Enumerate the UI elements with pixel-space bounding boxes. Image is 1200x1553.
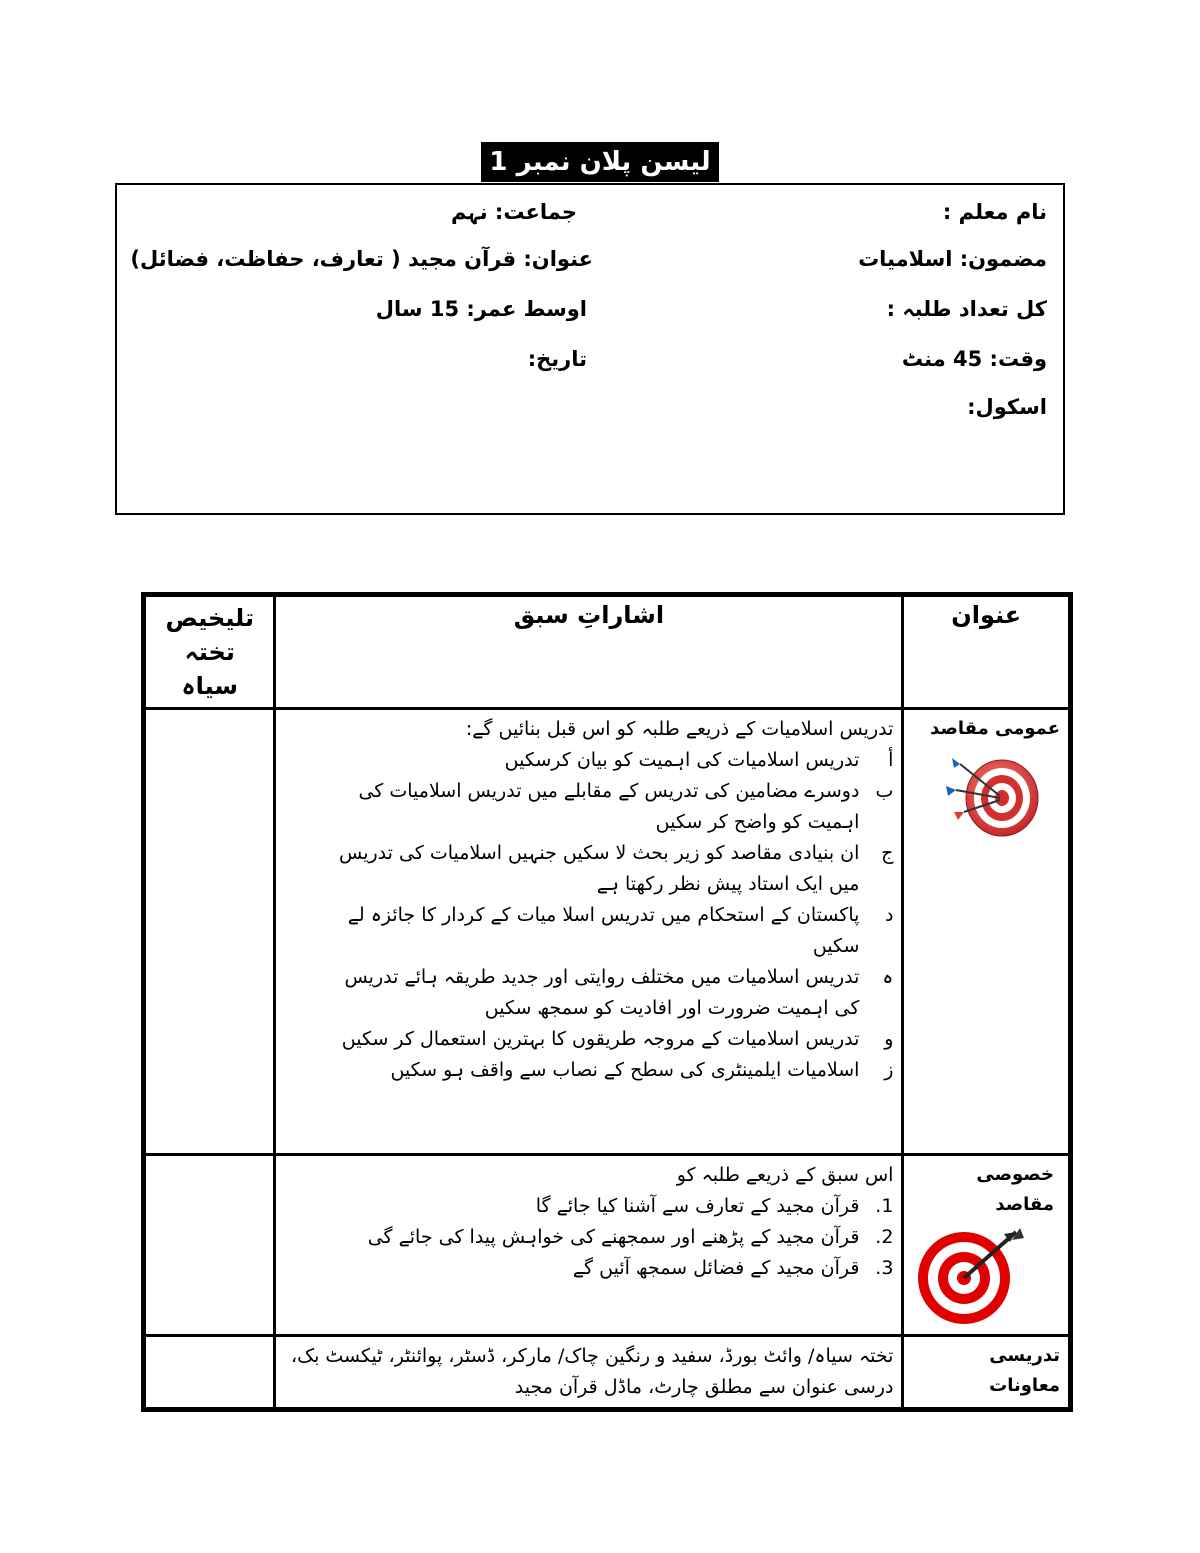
date-field: تاریخ: — [527, 347, 587, 371]
list-marker: 3. — [875, 1257, 894, 1279]
specific-objectives-row — [144, 1155, 1071, 1336]
list-item — [284, 776, 893, 838]
header-title: عنوان — [903, 595, 1071, 709]
list-marker: ہ — [882, 966, 894, 988]
list-text: پاکستان کے استحکام میں تدریس اسلا میات کے کردار کا جائزہ لے سکیں — [347, 904, 860, 957]
list-marker: د — [884, 904, 894, 926]
list-marker: 2. — [875, 1226, 894, 1248]
list-item — [284, 1253, 893, 1284]
list-item — [284, 1024, 893, 1055]
list-marker: 1. — [875, 1195, 894, 1217]
list-marker: ز — [884, 1059, 894, 1081]
header-blackboard-summary: تلیخیص تختہ سیاہ — [144, 595, 275, 709]
teaching-aids-title: تدریسی معاونات — [989, 1345, 1060, 1396]
specific-objectives-intro: اس سبق کے ذریعے طلبہ کو — [676, 1164, 894, 1186]
list-text: اسلامیات ایلمینٹری کی سطح کے نصاب سے واقف ہو سکیں — [390, 1059, 860, 1081]
specific-objectives-content — [275, 1155, 903, 1336]
general-objectives-row — [144, 709, 1071, 1155]
list-text: تدریس اسلامیات کی اہمیت کو بیان کرسکیں — [504, 749, 860, 771]
header-lesson-notes: اشاراتِ سبق — [275, 595, 903, 709]
specific-objectives-title: خصوصی مقاصد — [976, 1164, 1054, 1215]
general-objectives-content — [275, 709, 903, 1155]
list-marker: ج — [881, 842, 894, 864]
teaching-aids-cell — [903, 1336, 1071, 1410]
time-field: وقت: 45 منٹ — [901, 347, 1047, 371]
list-item — [284, 962, 893, 1024]
target-darts-icon — [912, 750, 1060, 844]
list-text: قرآن مجید کے پڑھنے اور سمجھنے کی خواہش پیدا کی جائے گی — [367, 1226, 860, 1248]
general-objectives-cell — [903, 709, 1071, 1155]
page-title: لیسن پلان نمبر 1 — [481, 142, 718, 182]
topic-field: عنوان: قرآن مجید ( تعارف، حفاظت، فضائل) — [130, 247, 593, 271]
specific-objectives-board-cell — [144, 1155, 275, 1336]
list-item — [284, 1191, 893, 1222]
list-text: تدریس اسلامیات کے مروجہ طریقوں کا بہترین استعمال کر سکیں — [341, 1028, 860, 1050]
lesson-info-box — [115, 183, 1065, 515]
list-item — [284, 1222, 893, 1253]
list-item — [284, 1055, 893, 1086]
list-item — [284, 900, 893, 962]
class-field: جماعت: نہم — [450, 200, 577, 224]
teaching-aids-content: تختہ سیاہ/ وائٹ بورڈ، سفید و رنگین چاک/ مارکر، ڈسٹر، پوائنٹر، ٹیکسٹ بک، درسی عنوان سے مطلق چارٹ، ماڈل قرآن مجید — [275, 1336, 903, 1410]
school-field: اسکول: — [967, 395, 1047, 419]
specific-objectives-cell — [903, 1155, 1071, 1336]
table-header-row — [144, 595, 1071, 709]
teaching-aids-row — [144, 1336, 1071, 1410]
list-text: ان بنیادی مقاصد کو زیر بحث لا سکیں جنہیں اسلامیات کی تدریس میں ایک استاد پیش نظر رکھتا ہے — [338, 842, 860, 895]
subject-field: مضمون: اسلامیات — [858, 247, 1047, 271]
list-marker: ب — [875, 780, 894, 802]
list-text: دوسرے مضامین کی تدریس کے مقابلے میں تدریس اسلامیات کی اہمیت کو واضح کر سکیں — [358, 780, 860, 833]
target-arrow-icon — [912, 1226, 1060, 1330]
general-objectives-intro: تدریس اسلامیات کے ذریعے طلبہ کو اس قبل بنائیں گے: — [465, 718, 894, 740]
list-marker: و — [884, 1028, 894, 1050]
general-objectives-board-cell — [144, 709, 275, 1155]
specific-objectives-list — [284, 1191, 893, 1284]
average-age-field: اوسط عمر: 15 سال — [375, 297, 587, 321]
general-objectives-title: عمومی مقاصد — [930, 718, 1060, 739]
list-item — [284, 838, 893, 900]
list-marker: أ — [888, 749, 894, 771]
list-text: قرآن مجید کے فضائل سمجھ آئیں گے — [572, 1257, 860, 1279]
title-wrap — [0, 142, 1200, 182]
general-objectives-list — [284, 745, 893, 1086]
list-text: قرآن مجید کے تعارف سے آشنا کیا جائے گا — [535, 1195, 860, 1217]
teacher-name-field: نام معلم : — [942, 200, 1047, 224]
teaching-aids-board-cell — [144, 1336, 275, 1410]
lesson-plan-table — [141, 592, 1073, 1412]
list-text: تدریس اسلامیات میں مختلف روایتی اور جدید طریقہ ہائے تدریس کی اہمیت ضرورت اور افادیت کو سمجھ سکیں — [344, 966, 860, 1019]
list-item — [284, 745, 893, 776]
students-count-field: کل تعداد طلبہ : — [886, 297, 1047, 321]
